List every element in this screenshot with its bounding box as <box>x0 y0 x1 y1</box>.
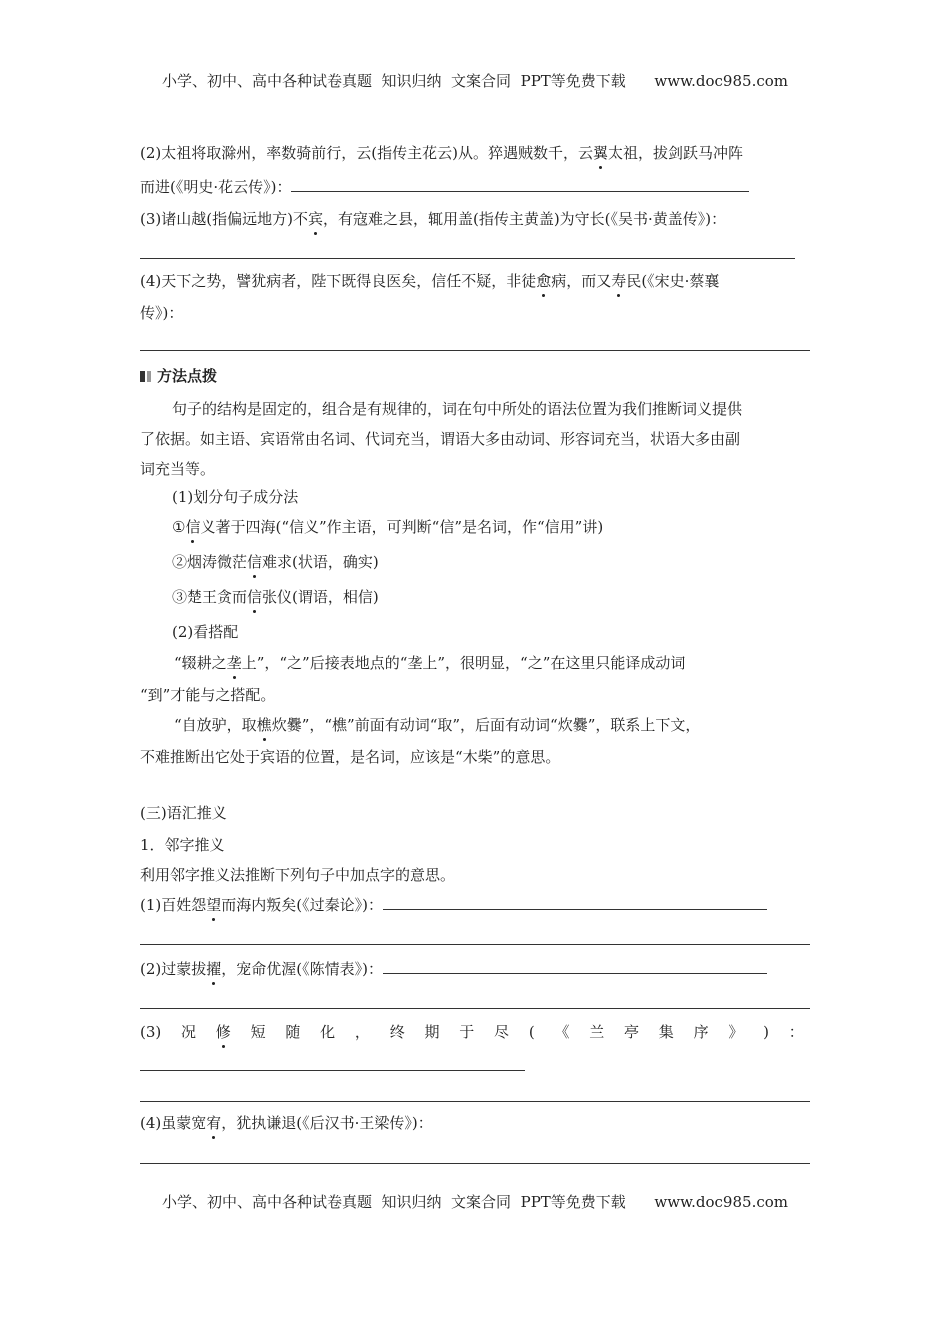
answer-blank[interactable] <box>383 959 767 974</box>
answer-blank[interactable] <box>140 1101 810 1102</box>
collocation-para-2-line-1: “自放驴，取樵炊爨”，“樵”前面有动词“取”，后面有动词“炊爨”，联系上下文， <box>174 716 701 734</box>
vocab-question-3: (3) 况 修 短 随 化 ， 终 期 于 尽 ( 《 兰 亭 集 序 》 ) ： <box>140 1023 804 1041</box>
method-heading: 方法点拨 <box>140 365 812 387</box>
answer-blank[interactable] <box>140 1008 810 1009</box>
answer-blank[interactable] <box>140 258 795 259</box>
collocation-para-2-line-2: 不难推断出它处于宾语的位置，是名词，应该是“木柴”的意思。 <box>140 748 561 766</box>
answer-blank[interactable] <box>291 177 749 192</box>
vocab-question-2: (2)过蒙拔擢，宠命优渥(《陈情表》)： <box>140 958 812 980</box>
dotted-char: 翼 <box>592 144 608 162</box>
vocab-question-1: (1)百姓怨望而海内叛矣(《过秦论》)： <box>140 894 812 916</box>
dotted-char: 信 <box>247 553 263 571</box>
method-sub-1: (1)划分句子成分法 <box>172 488 299 506</box>
vocab-question-4: (4)虽蒙宽宥，犹执谦退(《后汉书·王梁传》)： <box>140 1114 433 1132</box>
dotted-char: 宥 <box>206 1114 222 1132</box>
dotted-char: 信 <box>185 518 201 536</box>
answer-blank[interactable] <box>140 1163 810 1164</box>
answer-blank[interactable] <box>140 1070 525 1071</box>
answer-blank[interactable] <box>140 944 810 945</box>
question-2-line-2: 而进(《明史·花云传》)： <box>140 176 812 198</box>
method-sub-2: (2)看搭配 <box>172 623 239 641</box>
dotted-char: 修 <box>215 1023 231 1041</box>
question-4-line-2: 传》)： <box>140 304 184 322</box>
section-3-sub: 1．邻字推义 <box>140 836 225 854</box>
dotted-char: 望 <box>206 896 222 914</box>
dotted-char: 寿 <box>611 272 627 290</box>
question-3: (3)诸山越(指偏远地方)不宾，有寇难之县，辄用盖(指传主黄盖)为守长(《吴书·黄盖传》)： <box>140 210 727 228</box>
example-3: ③楚王贪而信张仪(谓语，相信) <box>172 588 379 606</box>
dotted-char: 愈 <box>536 272 552 290</box>
question-2-line-1: (2)太祖将取滁州，率数骑前行，云(指传主花云)从。猝遇贼数千，云翼太祖，拔剑跃马冲阵 <box>140 144 743 162</box>
collocation-para-1-line-2: “到”才能与之搭配。 <box>140 686 276 704</box>
dotted-char: 宾 <box>307 210 323 228</box>
dotted-char: 垄 <box>226 654 242 672</box>
section-3-title: (三)语汇推义 <box>140 804 227 822</box>
dotted-char: 信 <box>247 588 263 606</box>
section-3-instruction: 利用邻字推义法推断下列句子中加点字的意思。 <box>140 866 456 884</box>
example-1: ①信义著于四海(“信义”作主语，可判断“信”是名词，作“信用”讲) <box>172 518 604 536</box>
answer-blank[interactable] <box>383 895 767 910</box>
answer-blank[interactable] <box>140 350 810 351</box>
collocation-para-1-line-1: “辍耕之垄上”，“之”后接表地点的“垄上”，很明显，“之”在这里只能译成动词 <box>174 654 686 672</box>
question-4-line-1: (4)天下之势，譬犹病者，陛下既得良医矣，信任不疑，非徒愈病，而又寿民(《宋史·蔡襄 <box>140 272 720 290</box>
page-header: 小学、初中、高中各种试卷真题 知识归纳 文案合同 PPT等免费下载 www.doc985.com <box>161 72 788 90</box>
dotted-char: 擢 <box>206 960 222 978</box>
method-paragraph-line-3: 词充当等。 <box>140 460 216 478</box>
method-paragraph-line-1: 句子的结构是固定的，组合是有规律的，词在句中所处的语法位置为我们推断词义提供 <box>172 400 743 418</box>
dotted-char: 樵 <box>256 716 272 734</box>
method-paragraph-line-2: 了依据。如主语、宾语常由名词、代词充当，谓语大多由动词、形容词充当，状语大多由副 <box>140 430 741 448</box>
page-footer: 小学、初中、高中各种试卷真题 知识归纳 文案合同 PPT等免费下载 www.doc985.com <box>161 1193 788 1211</box>
example-2: ②烟涛微茫信难求(状语，确实) <box>172 553 379 571</box>
